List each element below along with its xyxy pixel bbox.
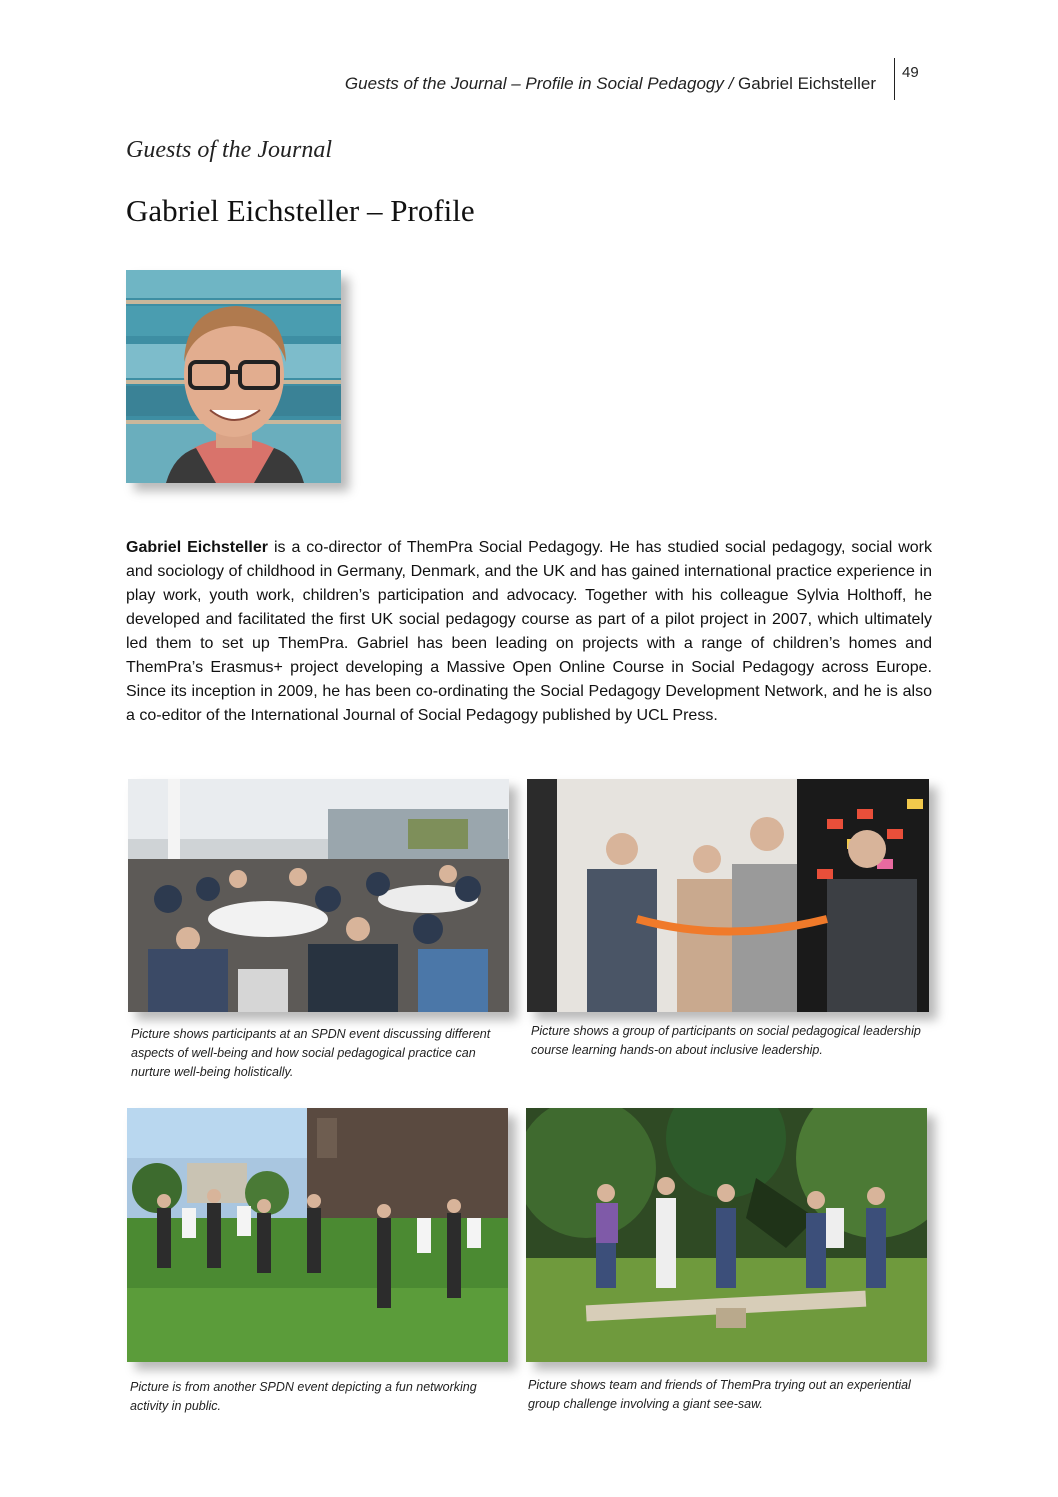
running-header [345,74,876,94]
caption-spdn-event: Picture shows participants at an SPDN event discussing different aspects of well-being and how social pedagogical practice can nurture well-being holistically. [131,1027,491,1079]
bio-text: is a co-director of ThemPra Social Pedagogy. He has studied social pedagogy, social work and sociology of childhood in Germany, Denmark, and the UK and has gained international practice experience in play work, youth work, children’s participation and advocacy. Together with his colleague Sylvia Holthoff, he developed and facilitated the first UK social pedagogy course as part of a pilot project in 2007, which ultimately led them to set up ThemPra. Gabriel has been leading on projects with a range of children’s homes and ThemPra’s Erasmus+ project developing a Massive Open Online Course in Social Pedagogy across Europe. Since its inception in 2009, he has been co-ordinating the Social Pedagogy Development Network, and he is also a co-editor of the International Journal of Social Pedagogy published by UCL Press. [126,539,933,724]
caption-see-saw-challenge: Picture shows team and friends of ThemPra trying out an experiential group challenge involving a giant see-saw. [528,1378,911,1411]
portrait-photo [126,270,341,483]
bio-name: Gabriel Eichsteller [126,539,269,556]
section-label: Guests of the Journal [126,137,332,163]
caption-leadership-course: Picture shows a group of participants on social pedagogical leadership course learning hands-on about inclusive leadership. [531,1024,921,1057]
page-number: 49 [902,64,919,81]
caption-networking-activity: Picture is from another SPDN event depicting a fun networking activity in public. [130,1380,477,1413]
running-header-journal: Guests of the Journal – Profile in Social Pedagogy / [344,74,734,93]
photo-networking-activity [127,1108,508,1362]
bio-paragraph [126,536,932,728]
page-title: Gabriel Eichsteller – Profile [126,193,475,228]
running-header-author: Gabriel Eichsteller [733,74,876,93]
photo-see-saw-challenge [526,1108,927,1362]
header-divider [894,58,895,100]
photo-leadership-course [527,779,929,1012]
photo-spdn-event [128,779,509,1012]
